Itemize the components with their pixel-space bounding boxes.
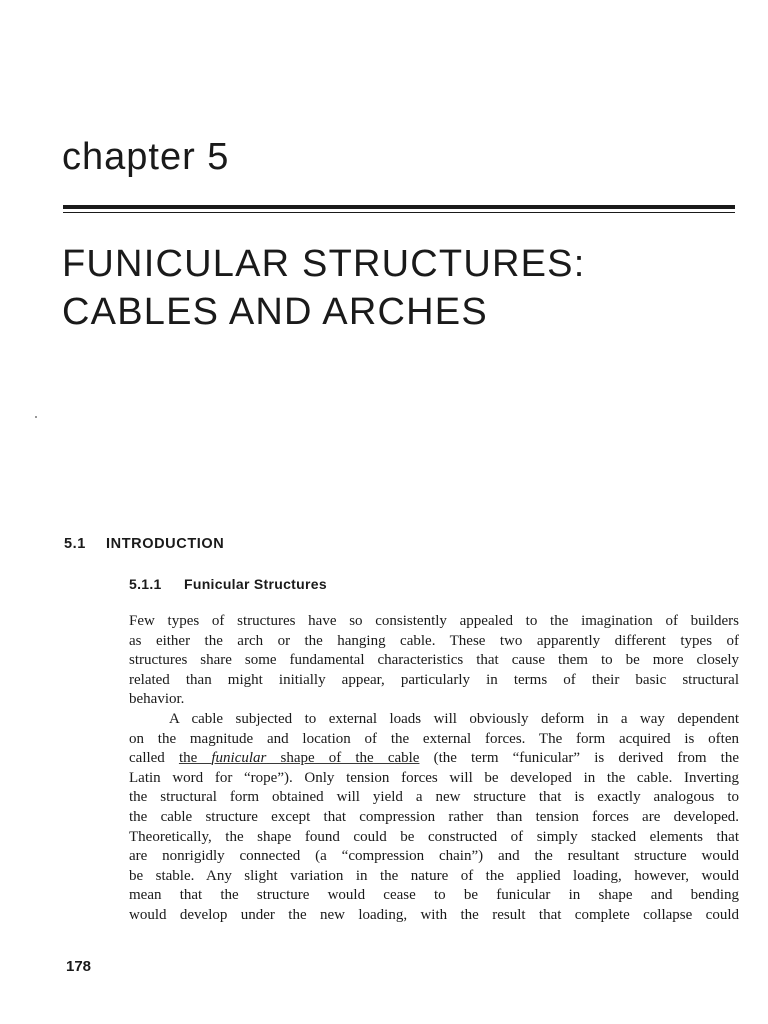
paragraph-2-line: A cable subjected to external loads will obviously deform in a way dependent [169, 710, 739, 727]
chapter-title-line-2: CABLES AND ARCHES [62, 291, 488, 333]
italic-term: funicular [211, 750, 267, 767]
body-text [129, 612, 739, 926]
chapter-title-line-1: FUNICULAR STRUCTURES: [62, 243, 586, 285]
paragraph-2-line-annotated [129, 749, 739, 769]
line-text: (the term “funicular” is derived from the [419, 750, 740, 767]
subsection-heading [129, 576, 327, 592]
paragraph-2-line: the structural form obtained will yield a new structure that is exactly analogous to [129, 789, 739, 806]
paragraph-1-line: behavior. [129, 691, 185, 708]
scan-speck [35, 416, 37, 418]
chapter-label: chapter 5 [62, 136, 230, 178]
paragraph-1-line: as either the arch or the hanging cable. These two apparently different types of [129, 632, 739, 649]
section-number: 5.1 [64, 536, 86, 552]
chapter-rule-thick [63, 205, 735, 209]
paragraph-2-line: be stable. Any slight variation in the nature of the applied loading, however, would [129, 867, 739, 884]
paragraph-2-line: Theoretically, the shape found could be constructed of simply stacked elements that [129, 828, 739, 845]
underlined-text: shape of the cable [266, 750, 420, 767]
subsection-title: Funicular Structures [184, 576, 327, 592]
paragraph-2-line: on the magnitude and location of the external forces. The form acquired is often [129, 730, 739, 747]
section-heading [64, 536, 224, 552]
chapter-title [62, 240, 585, 336]
underlined-text: the [178, 750, 212, 767]
page-number: 178 [66, 958, 92, 975]
paragraph-2-line: mean that the structure would cease to be funicular in shape and bending [129, 887, 739, 904]
paragraph-2-line: are nonrigidly connected (a “compression chain”) and the resultant structure would [129, 848, 739, 865]
section-title: INTRODUCTION [106, 536, 225, 552]
line-text: called [129, 750, 179, 767]
handwritten-underline-annotation [179, 750, 420, 766]
chapter-rule-thin [63, 212, 735, 213]
paragraph-2-line: Latin word for “rope”). Only tension forces will be developed in the cable. Inverting [129, 769, 739, 786]
paragraph-2-line: the cable structure except that compression rather than tension forces are developed. [129, 808, 739, 825]
paragraph-1-line: related than might initially appear, particularly in terms of their basic structural [129, 671, 739, 688]
paragraph-2-line: would develop under the new loading, with the result that complete collapse could [129, 906, 739, 923]
paragraph-1-line: structures share some fundamental characteristics that cause them to be more closely [129, 652, 739, 669]
paragraph-1-line: Few types of structures have so consistently appealed to the imagination of builders [129, 613, 739, 629]
subsection-number: 5.1.1 [129, 576, 162, 592]
